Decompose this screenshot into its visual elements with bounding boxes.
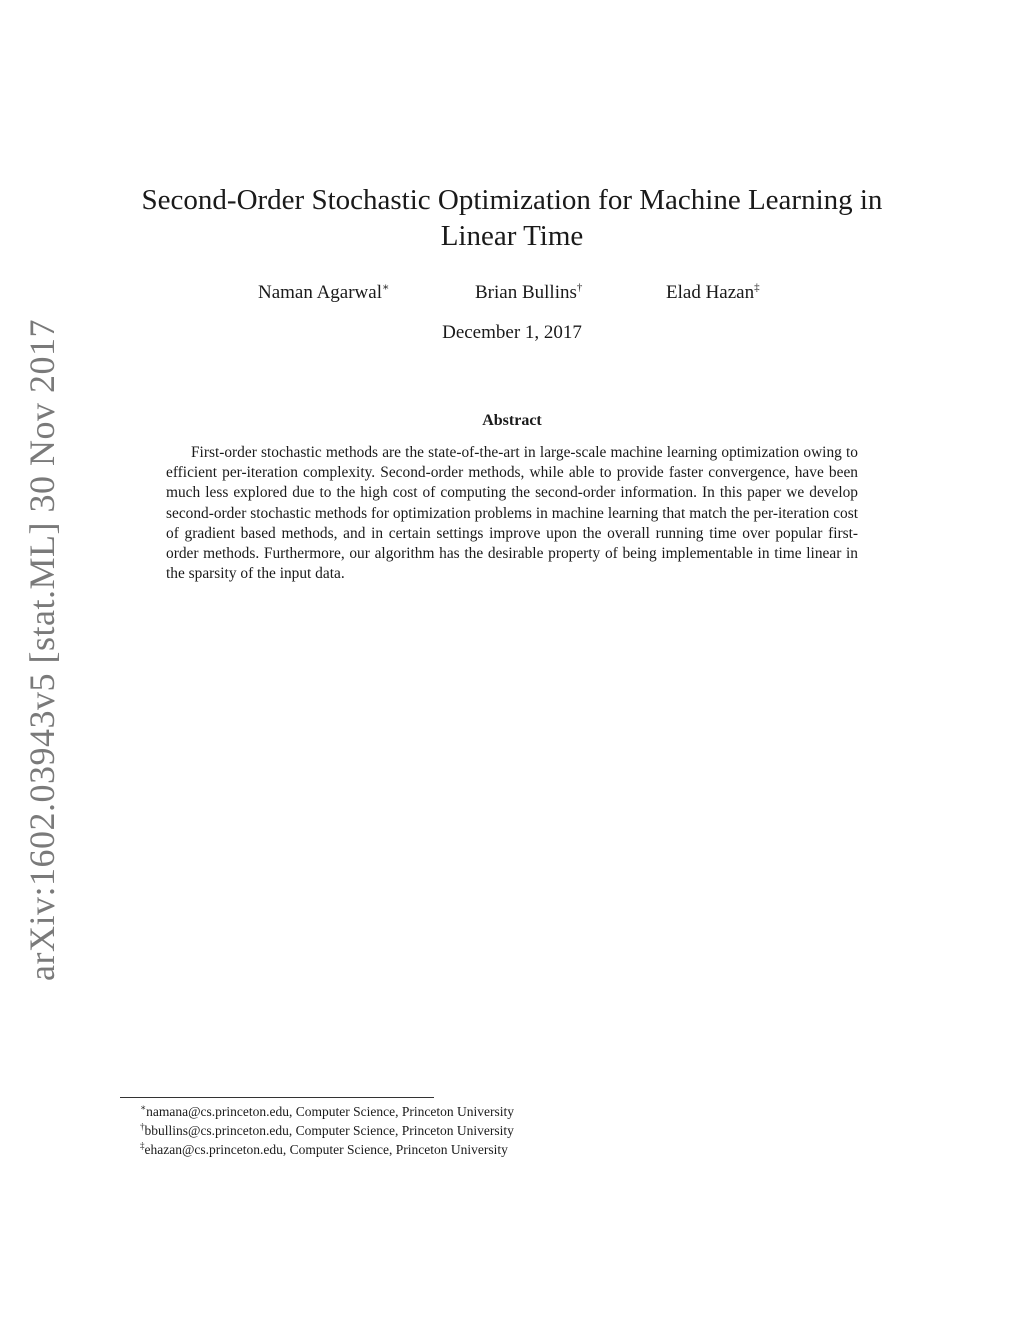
paper-title: Second-Order Stochastic Optimization for Machine Learning in Linear Time bbox=[141, 184, 883, 252]
footnote-text: bbullins@cs.princeton.edu, Computer Science, Princeton University bbox=[144, 1123, 514, 1138]
footnote-1 bbox=[140, 1102, 514, 1121]
footnote-list bbox=[140, 1102, 514, 1159]
author-3 bbox=[666, 282, 760, 304]
author-footnote-mark: ∗ bbox=[381, 281, 390, 294]
footnote-text: ehazan@cs.princeton.edu, Computer Science, Princeton University bbox=[144, 1142, 508, 1157]
author-name: Naman Agarwal bbox=[258, 282, 382, 303]
author-2 bbox=[475, 282, 582, 304]
author-footnote-mark: † bbox=[576, 281, 583, 294]
footnote-2 bbox=[140, 1121, 514, 1140]
footnote-text: namana@cs.princeton.edu, Computer Science, Princeton University bbox=[146, 1104, 514, 1119]
author-1 bbox=[258, 282, 389, 304]
abstract-heading: Abstract bbox=[482, 412, 542, 429]
footnote-mark: † bbox=[140, 1121, 145, 1132]
footnote-mark: ‡ bbox=[140, 1140, 145, 1151]
author-name: Brian Bullins bbox=[475, 282, 577, 303]
footnote-divider bbox=[120, 1097, 434, 1098]
author-footnote-mark: ‡ bbox=[754, 281, 760, 294]
paper-date: December 1, 2017 bbox=[442, 322, 582, 343]
arxiv-identifier-stamp: arXiv:1602.03943v5 [stat.ML] 30 Nov 2017 bbox=[22, 319, 62, 981]
author-name: Elad Hazan bbox=[666, 282, 755, 303]
footnote-mark: ∗ bbox=[140, 1102, 147, 1113]
footnote-3 bbox=[140, 1140, 514, 1159]
abstract-body: First-order stochastic methods are the state-of-the-art in large-scale machine learning optimization owing to efficient per-iteration complexity. Second-order methods, while able to provide faster convergence, have been much less explored due to the high cost of computing the second-order information. In this paper we develop second-order stochastic methods for optimization problems in machine learning that match the per-iteration cost of gradient based methods, and in certain settings improve upon the overall running time over popular first-order methods. Furthermore, our algorithm has the desirable property of being implementable in time linear in the sparsity of the input data. bbox=[166, 444, 858, 583]
